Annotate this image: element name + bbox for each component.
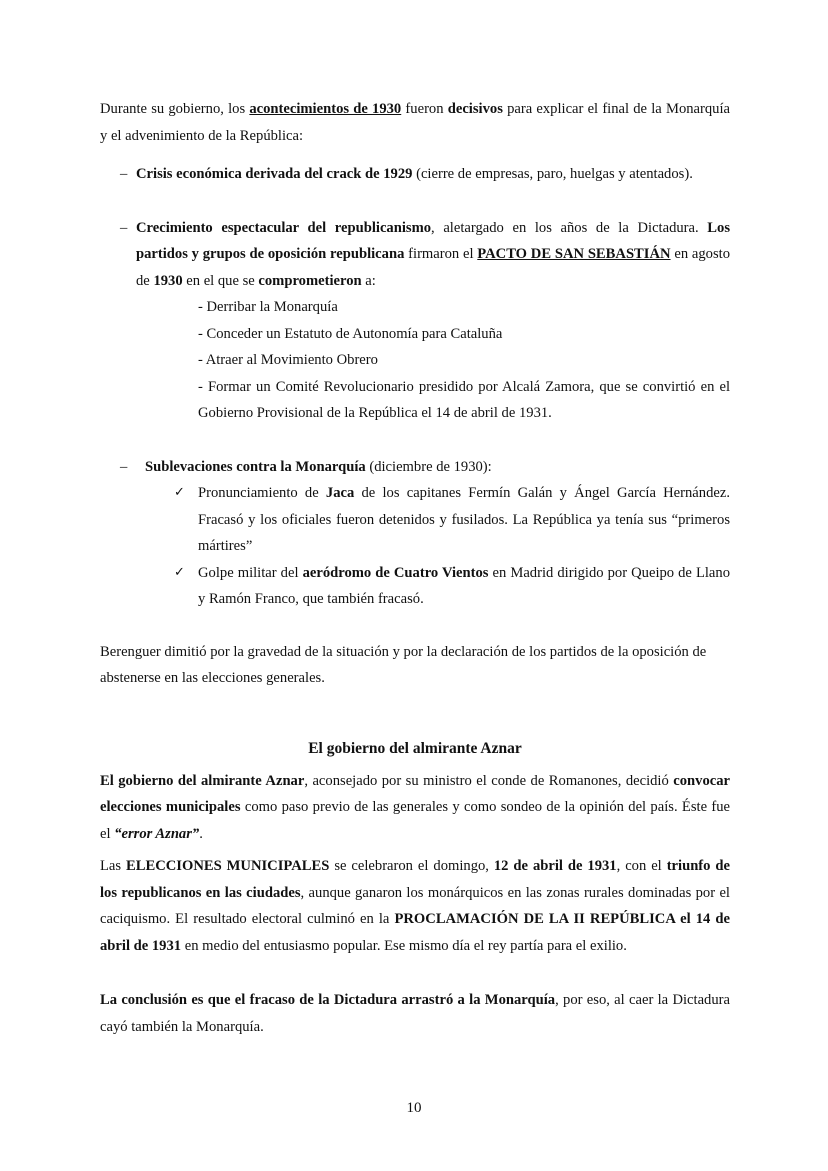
elecciones-paragraph: Las ELECCIONES MUNICIPALES se celebraron el domingo, 12 de abril de 1931, con el triunfo de los republicanos en las ciudades, aunque ganaron los monárquicos en las zonas rurales dominadas por el caciquismo. El resultado electoral culminó en la PROCLAMACIÓN DE LA II REPÚBLICA el 14 de abril de 1931 en medio del entusiasmo popular. Ese mismo día el rey partía para el exilio. bbox=[100, 858, 731, 954]
checkmark-icon: ✓ bbox=[174, 564, 185, 580]
commitment-item: - Atraer al Movimiento Obrero bbox=[198, 352, 378, 368]
list-item-crisis: – Crisis económica derivada del crack de 1929 (cierre de empresas, paro, huelgas y atentados). bbox=[120, 166, 693, 182]
page-number: 10 bbox=[406, 1100, 422, 1116]
commitment-item: - Formar un Comité Revolucionario presidido por Alcalá Zamora, que se convirtió en el Gobierno Provisional de la República el 14 de abril de 1931. bbox=[198, 378, 730, 421]
aznar-paragraph: El gobierno del almirante Aznar, aconsejado por su ministro el conde de Romanones, decidió convocar elecciones municipales como paso previo de las generales y como sondeo de la opinión del país. Éste fue el “error Aznar”. bbox=[100, 772, 731, 842]
intro-paragraph: Durante su gobierno, los acontecimientos de 1930 fueron decisivos para explicar el final de la Monarquía y el advenimiento de la República: bbox=[100, 101, 730, 144]
document-body bbox=[100, 96, 730, 1040]
check-item-jaca: ✓ Pronunciamiento de Jaca de los capitanes Fermín Galán y Ángel García Hernández. Fracasó y los oficiales fueron detenidos y fusilados. La República ya tenía sus “primeros mártires” bbox=[100, 480, 730, 560]
commitments-list bbox=[100, 294, 730, 427]
commitment-item: - Conceder un Estatuto de Autonomía para Cataluña bbox=[198, 325, 503, 342]
commitment-item: - Derribar la Monarquía bbox=[198, 299, 338, 315]
berenguer-paragraph: Berenguer dimitió por la gravedad de la situación y por la declaración de los partidos de la oposición de abstenerse en las elecciones generales. bbox=[100, 643, 707, 686]
check-item-cuatro-vientos: ✓ Golpe militar del aeródromo de Cuatro Vientos en Madrid dirigido por Queipo de Llano y Ramón Franco, que también fracasó. bbox=[100, 560, 730, 613]
checkmark-icon: ✓ bbox=[174, 485, 185, 500]
section-heading: El gobierno del almirante Aznar bbox=[308, 739, 522, 757]
list-item-sublevaciones: – Sublevaciones contra la Monarquía (diciembre de 1930): bbox=[120, 458, 492, 475]
conclusion-paragraph: La conclusión es que el fracaso de la Dictadura arrastró a la Monarquía, por eso, al caer la Dictadura cayó también la Monarquía. bbox=[100, 992, 730, 1035]
list-item-republicanismo: – Crecimiento espectacular del republicanismo, aletargado en los años de la Dictadura. Los partidos y grupos de oposición republicana firmaron el PACTO DE SAN SEBASTIÁN en agosto de 1930 en el que se comprometieron a: bbox=[120, 219, 731, 289]
